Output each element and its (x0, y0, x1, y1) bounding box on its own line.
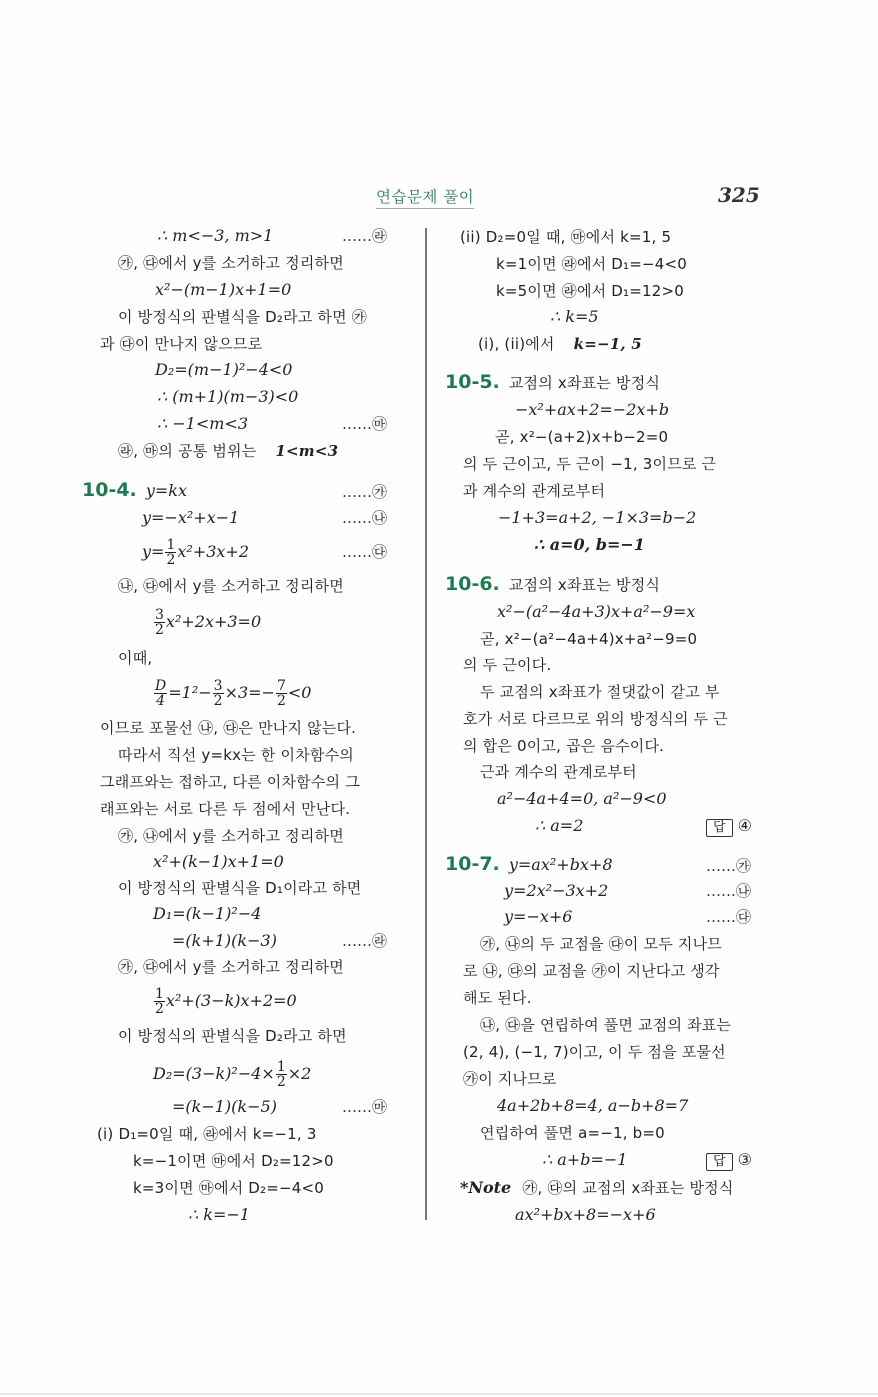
text-line: ㉮이 지나므로 (463, 1070, 557, 1088)
text-line: 호가 서로 다르므로 위의 방정식의 두 근 (463, 710, 728, 728)
equation: x²−(a²−4a+3)x+a²−9=x (497, 602, 696, 621)
text-line: k=1이면 ㉱에서 D₁=−4<0 (496, 255, 688, 273)
answer-choice: ③ (737, 1150, 752, 1169)
frac-num: D (155, 678, 167, 694)
text-line: ㉯, ㉰을 연립하여 풀면 교점의 좌표는 (480, 1016, 732, 1034)
equation: a²−4a+4=0, a²−9<0 (497, 789, 667, 808)
note-label: *Note (460, 1178, 512, 1197)
text-line: k=3이면 ㉲에서 D₂=−4<0 (133, 1179, 325, 1197)
text-line: ㉮, ㉰에서 y를 소거하고 정리하면 (118, 958, 344, 976)
marker-ma: ……㉲ (342, 415, 388, 433)
problem-number: 10-5. (445, 371, 500, 393)
equation: ax²+bx+8=−x+6 (515, 1205, 656, 1224)
page-number: 325 (718, 183, 760, 207)
text-line: 이 방정식의 판별식을 D₂라고 하면 (118, 1027, 347, 1045)
text-line: ㉮, ㉯의 두 교점을 ㉰이 모두 지나므 (480, 935, 722, 953)
text-line: 두 교점의 x좌표가 절댓값이 같고 부 (480, 683, 720, 701)
answer-choice: ④ (737, 816, 752, 835)
text-line: 연립하여 풀면 a=−1, b=0 (480, 1124, 665, 1142)
marker-ra: ……㉱ (342, 932, 388, 950)
eq-part: ×3=− (224, 683, 275, 702)
column-divider (425, 228, 427, 1220)
frac-den: 4 (156, 693, 166, 709)
frac-den: 2 (276, 693, 286, 709)
frac-num: 7 (276, 678, 286, 694)
text-line: 해도 된다. (463, 989, 532, 1007)
frac-num: 1 (276, 1059, 286, 1075)
problem-10-6 (445, 573, 660, 596)
equation: D₁=(k−1)²−4 (153, 904, 262, 923)
text-line: ㉯, ㉰에서 y를 소거하고 정리하면 (118, 577, 344, 595)
text-line: 의 합은 0이고, 곱은 음수이다. (463, 737, 665, 755)
equation: ∴ a=2 (535, 816, 584, 835)
text-line: (i) D₁=0일 때, ㉱에서 k=−1, 3 (97, 1125, 317, 1143)
answer-label: 답 (706, 819, 733, 837)
frac-den: 2 (155, 622, 164, 638)
text-line: 로 ㉯, ㉰의 교점을 ㉮이 지난다고 생각 (463, 962, 720, 980)
equation: y=kx (145, 481, 188, 500)
frac-den: 2 (276, 1074, 286, 1090)
marker-na: ……㉯ (706, 882, 752, 900)
text-line: ㉮, ㉰에서 y를 소거하고 정리하면 (118, 254, 344, 272)
text-line: 이때, (118, 649, 153, 667)
equation (142, 538, 249, 567)
equation: ∴ a+b=−1 (542, 1150, 628, 1169)
problem-number: 10-4. (82, 479, 137, 501)
equation: y=ax²+bx+8 (508, 855, 613, 874)
frac-den: 2 (155, 1001, 164, 1017)
problem-number: 10-6. (445, 573, 500, 595)
result: k=−1, 5 (573, 335, 642, 353)
equation: ∴ k=5 (550, 307, 599, 326)
marker-ga: ……㉮ (342, 483, 388, 501)
marker-na: ……㉯ (342, 509, 388, 527)
equation: x²−(m−1)x+1=0 (155, 280, 292, 299)
marker-ma: ……㉲ (342, 1098, 388, 1116)
section-title: 연습문제 풀이 (376, 185, 474, 209)
eq-part: y= (142, 542, 165, 561)
page-bottom-edge (0, 1393, 878, 1395)
text: 교점의 x좌표는 방정식 (508, 576, 661, 594)
frac-den: 2 (213, 693, 223, 709)
equation: ∴ k=−1 (188, 1205, 250, 1224)
problem-10-5 (445, 371, 660, 394)
text: 교점의 x좌표는 방정식 (508, 374, 661, 392)
text-line: 과 ㉰이 만나지 않으므로 (100, 335, 263, 353)
text-line: 이 방정식의 판별식을 D₂라고 하면 ㉮ (118, 308, 367, 326)
text: (i), (ii)에서 (478, 335, 555, 353)
text-line: 이므로 포물선 ㉯, ㉰은 만나지 않는다. (100, 719, 357, 737)
equation: y=−x+6 (504, 907, 573, 926)
equation: −1+3=a+2, −1×3=b−2 (498, 508, 697, 527)
problem-10-4 (82, 479, 187, 502)
text-line: 과 계수의 관계로부터 (463, 482, 606, 500)
answer-label: 답 (706, 1153, 733, 1171)
equation: ∴ −1<m<3 (157, 414, 249, 433)
frac-num: 1 (166, 537, 176, 553)
equation (153, 679, 311, 708)
text-line: k=5이면 ㉱에서 D₁=12>0 (496, 282, 685, 300)
equation: −x²+ax+2=−2x+b (515, 400, 670, 419)
frac-num: 3 (213, 678, 223, 694)
text: ㉱, ㉲의 공통 범위는 (118, 442, 257, 460)
marker-da: ……㉰ (706, 908, 752, 926)
eq-part: ×2 (287, 1064, 312, 1083)
text-line: 의 두 근이고, 두 근이 −1, 3이므로 근 (463, 455, 717, 473)
equation: ∴ (m+1)(m−3)<0 (157, 387, 299, 406)
text-line: 따라서 직선 y=kx는 한 이차함수의 (118, 746, 354, 764)
marker-da: ……㉰ (342, 543, 388, 561)
equation (153, 987, 297, 1016)
equation: y=−x²+x−1 (142, 508, 240, 527)
eq-part: =1²− (168, 683, 212, 702)
text-line: 이 방정식의 판별식을 D₁이라고 하면 (118, 879, 362, 897)
eq-part: <0 (287, 683, 312, 702)
eq-part: x²+2x+3=0 (165, 612, 262, 631)
text-line: (2, 4), (−1, 7)이고, 이 두 점을 포물선 (463, 1043, 726, 1061)
text-line (118, 440, 338, 462)
equation (153, 608, 261, 637)
answer (706, 1149, 752, 1171)
frac-num: 1 (155, 986, 164, 1002)
equation: 4a+2b+8=4, a−b+8=7 (497, 1096, 689, 1115)
text-line (478, 333, 642, 355)
eq-part: x²+3x+2 (177, 542, 250, 561)
text-line: ㉮, ㉯에서 y를 소거하고 정리하면 (118, 827, 344, 845)
text-line: 곧, x²−(a²−4a+4)x+a²−9=0 (480, 630, 698, 648)
text-line: 근과 계수의 관계로부터 (480, 763, 637, 781)
equation (153, 1060, 311, 1089)
eq-part: x²+(3−k)x+2=0 (165, 991, 297, 1010)
result: ∴ a=0, b=−1 (534, 535, 645, 554)
text-line: ∴ m<−3, m>1 (157, 226, 274, 245)
text-line: 곧, x²−(a+2)x+b−2=0 (495, 428, 669, 446)
problem-number: 10-7. (445, 853, 500, 875)
text-line: 그래프와는 접하고, 다른 이차함수의 그 (100, 773, 360, 791)
frac-num: 3 (155, 607, 164, 623)
answer (706, 815, 752, 837)
equation: D₂=(m−1)²−4<0 (155, 360, 293, 379)
text-line: 의 두 근이다. (463, 656, 552, 674)
equation: =(k+1)(k−3) (172, 931, 277, 950)
result: 1<m<3 (275, 442, 339, 460)
marker-ra: ……㉱ (342, 227, 388, 245)
note-text: ㉮, ㉰의 교점의 x좌표는 방정식 (522, 1179, 734, 1197)
text-line: k=−1이면 ㉲에서 D₂=12>0 (133, 1152, 334, 1170)
text-line: 래프와는 서로 다른 두 점에서 만난다. (100, 800, 351, 818)
note (460, 1177, 734, 1199)
equation: y=2x²−3x+2 (504, 881, 609, 900)
text-line: (ii) D₂=0일 때, ㉲에서 k=1, 5 (460, 228, 672, 246)
equation: =(k−1)(k−5) (172, 1097, 277, 1116)
equation: x²+(k−1)x+1=0 (153, 852, 284, 871)
marker-ga: ……㉮ (706, 857, 752, 875)
frac-den: 2 (166, 552, 176, 568)
problem-10-7 (445, 853, 613, 876)
eq-part: D₂=(3−k)²−4× (153, 1064, 275, 1083)
